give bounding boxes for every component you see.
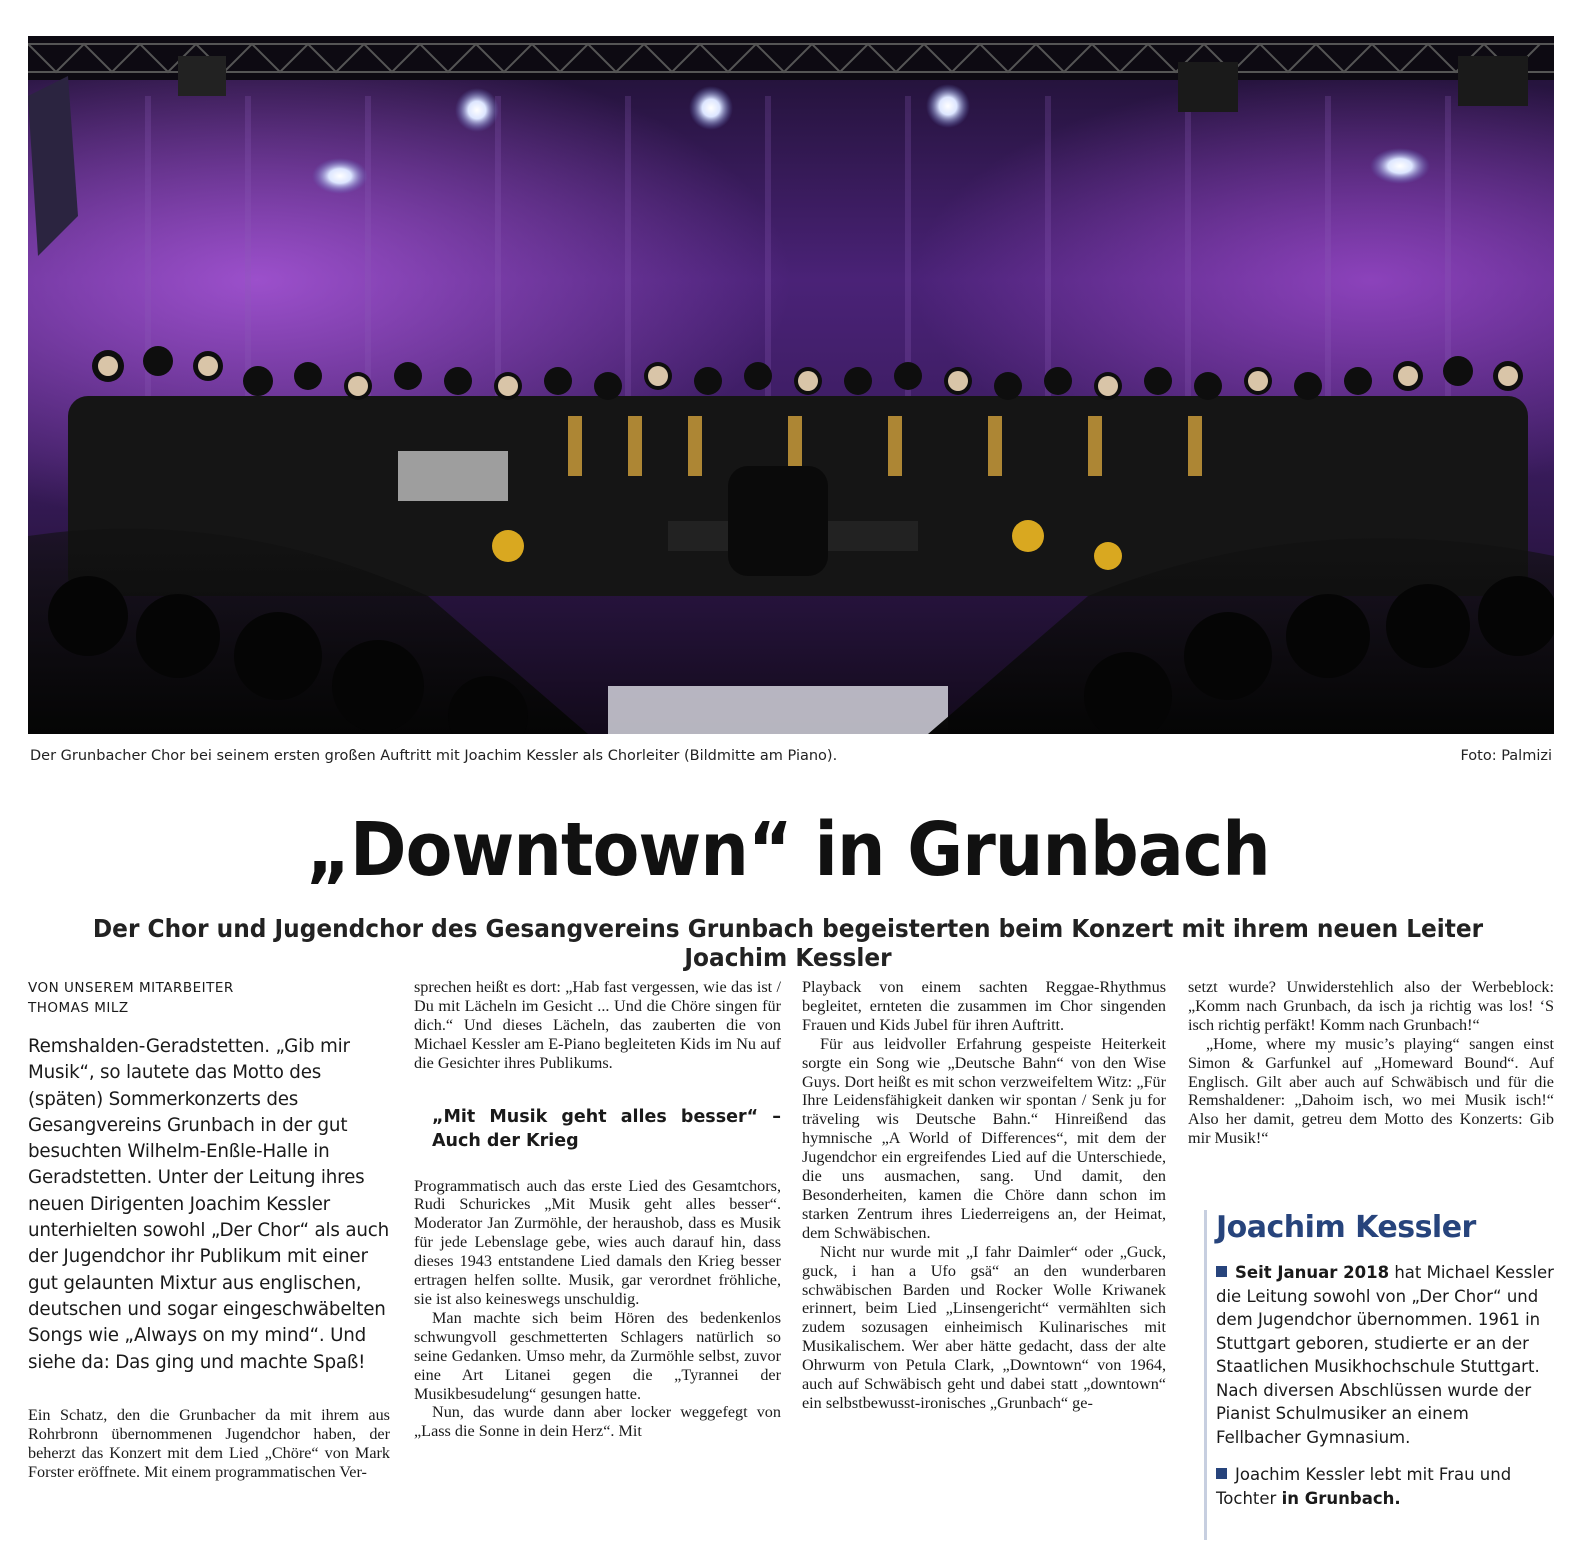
photo-caption: Der Grunbacher Chor bei seinem ersten großen Auftritt mit Joachim Kessler als Chorleiter (Bildmitte am Piano). [30, 748, 838, 764]
info-box-item [1216, 1261, 1554, 1449]
byline-role: VON UNSEREM MITARBEITER [28, 980, 234, 996]
body-paragraph: Playback von einem sachten Reggae-Rhythmus begleitet, ernteten die zusammen im Chor singenden Frauen und Kids Jubel für ihren Auftritt. [802, 978, 1166, 1034]
body-paragraph: sprechen heißt es dort: „Hab fast vergessen, wie das ist / Du mit Lächeln im Gesicht ... Und die Chöre singen für dich.“ Und dieses Lächeln, das zauberten die von Michael Kessler am E-Piano begleiteten Kids im Nu auf die Gesichter ihres Publikums. [414, 978, 781, 1072]
info-box-item-bold: in Grunbach. [1281, 1488, 1401, 1508]
subheadline: Der Chor und Jugendchor des Gesangvereins Grunbach begeisterten beim Konzert mit ihrem neuen Leiter Joachim Kessler [92, 914, 1484, 972]
column-1 [28, 978, 390, 1481]
body-paragraph: setzt wurde? Unwiderstehlich also der Werbeblock: „Komm nach Grunbach, da isch ja richtig was los! ‘S isch richtig perfäkt! Komm nach Grunbach!“ [1188, 978, 1554, 1034]
info-box-item-text: hat Michael Kessler die Leitung sowohl von „Der Chor“ und dem Jugendchor übernommen. 1961 in Stuttgart geboren, studierte er an der Staatlichen Musikhochschule Stuttgart. Nach diversen Abschlüssen wurde der Pianist Schulmusiker an einem Fellbacher Gymnasium. [1216, 1263, 1554, 1447]
byline-author: THOMAS MILZ [28, 1000, 129, 1016]
body-paragraph: „Home, where my music’s playing“ sangen einst Simon & Garfunkel auf „Homeward Bound“. Auf Englisch. Gilt aber auch auf Schwäbisch und für die Remshaldener: „Dahoim isch, wo mei Musik isch!“ Also her damit, getreu dem Motto des Konzerts: Gib mir Musik!“ [1188, 1034, 1554, 1148]
concert-photo [28, 36, 1554, 734]
body-paragraph: Man machte sich beim Hören des bedenkenlos schwungvoll geschmetterten Schlagers natürlich so seine Gedanken. Umso mehr, da Zurmöhle selbst, zuvor eine Art Litanei gegen die „Tyrannei der Musikbesudelung“ gesungen hatte. [414, 1308, 781, 1403]
body-paragraph: Nun, das wurde dann aber locker weggefegt von „Lass die Sonne in dein Herz“. Mit [414, 1403, 781, 1441]
info-box-item [1216, 1463, 1554, 1510]
square-bullet-icon [1216, 1468, 1227, 1479]
intertitle: „Mit Musik geht alles besser“ – Auch der Krieg [432, 1106, 781, 1151]
photo-credit: Foto: Palmizi [1460, 748, 1552, 764]
info-box-item-text: Joachim Kessler lebt mit Frau und Tochter [1216, 1465, 1512, 1508]
body-paragraph: Programmatisch auch das erste Lied des Gesamtchors, Rudi Schurickes „Mit Musik geht alles besser“. Moderator Jan Zurmöhle, der heraushob, dass es Musik für jede Lebenslage gebe, wies auch darauf hin, dass dieses 1943 entstandene Lied damals den Krieg besser ertragen helfen sollte. Musik, gar verordnet fröhliche, sie ist also keineswegs unschuldig. [414, 1176, 781, 1308]
byline [28, 978, 390, 1018]
info-box [1204, 1210, 1554, 1524]
info-box-item-bold: Seit Januar 2018 [1235, 1263, 1390, 1282]
info-box-rule [1204, 1210, 1207, 1540]
body-paragraph: Nicht nur wurde mit „I fahr Daimler“ oder „Guck, guck, i han a Ufo gsä“ an den wunderbaren schwäbischen Barden und Rocker Wolle Kriwanek erinnert, beim Lied „Linsengericht“ vermählten sich zudem sozusagen einheimisch Kulinarisches mit Musikalischem. Wer aber hätte gedacht, dass der alte Ohrwurm von Petula Clark, „Downtown“ von 1964, auch auf Schwäbisch geht und dabei statt „downtown“ ein selbstbewusst-ironisches „Grunbach“ ge- [802, 1242, 1166, 1412]
square-bullet-icon [1216, 1266, 1227, 1277]
column-3 [802, 978, 1166, 1413]
column-2 [414, 978, 781, 1441]
body-paragraph: Für aus leidvoller Erfahrung gespeiste Heiterkeit sorgte ein Song wie „Deutsche Bahn“ von den Wise Guys. Dort heißt es mit schon verzweifeltem Witz: „Für Ihre Leidensfähigkeit danken wir spontan / Senk ju for träveling wis Deutsche Bahn.“ Hinreißend das hymnische „A World of Differences“, mit dem der Jugendchor ein ergreifendes Lied auf die Unterschiede, die uns ausmachen, sang. Und damit, den Besonderheiten, kamen die Chöre dann schon im starken Zentrum ihres Liederreigens an, der Heimat, dem Schwäbischen. [802, 1034, 1166, 1242]
headline: „Downtown“ in Grunbach [306, 807, 1270, 893]
lead-paragraph: Remshalden-Geradstetten. „Gib mir Musik“, so lautete das Motto des (späten) Sommerkonzerts des Gesangvereins Grunbach in der gut besuchten Wilhelm-Enßle-Halle in Geradstetten. Unter der Leitung ihres neuen Dirigenten Joachim Kessler unterhielten sowohl „Der Chor“ als auch der Jugendchor ihr Publikum mit einer gut gelaunten Mixtur aus englischen, deutschen und sogar eingeschwäbelten Songs wie „Always on my mind“. Und siehe da: Das ging und machte Spaß! [28, 1036, 389, 1373]
info-box-title: Joachim Kessler [1216, 1210, 1476, 1245]
body-paragraph: Ein Schatz, den die Grunbacher da mit ihrem aus Rohrbronn übernommenen Jugendchor haben, der beherzt das Konzert mit dem Lied „Chöre“ von Mark Forster eröffnete. Mit einem programmatischen Ver- [28, 1405, 390, 1481]
column-4 [1188, 978, 1554, 1148]
